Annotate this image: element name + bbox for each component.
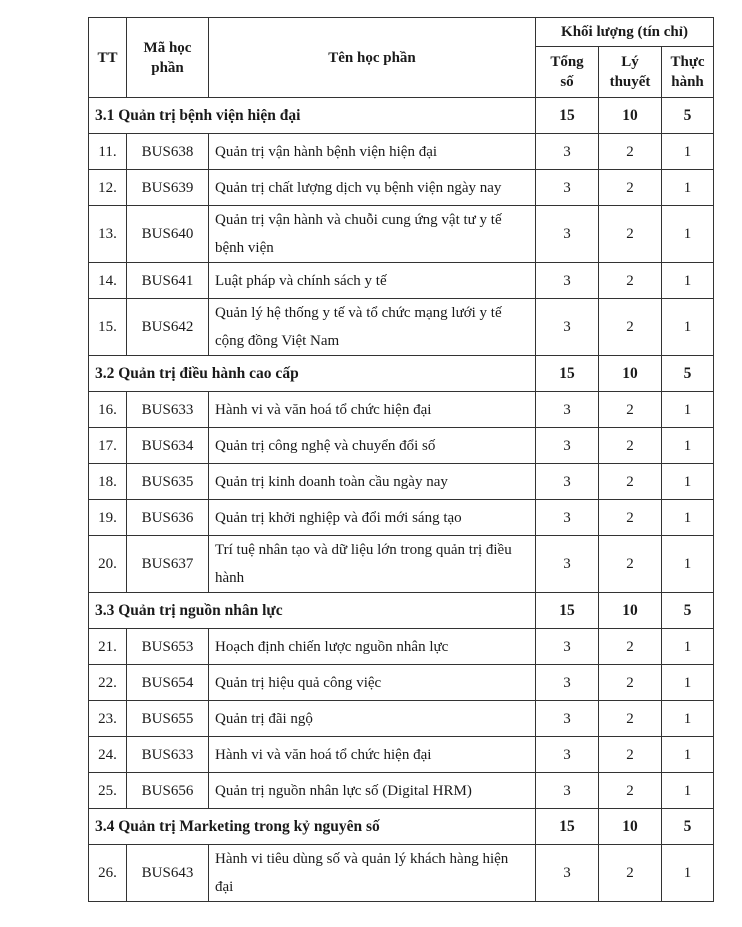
course-code: BUS639 — [127, 170, 209, 206]
credit-theory: 2 — [599, 665, 662, 701]
course-name: Quản trị vận hành và chuỗi cung ứng vật tư y tế bệnh viện — [209, 206, 536, 263]
section-theory: 10 — [599, 356, 662, 392]
credit-theory: 2 — [599, 737, 662, 773]
row-number: 12. — [89, 170, 127, 206]
row-number: 17. — [89, 428, 127, 464]
table-row — [89, 665, 714, 701]
credit-total: 3 — [536, 701, 599, 737]
course-code: BUS633 — [127, 392, 209, 428]
credit-theory: 2 — [599, 299, 662, 356]
course-name: Quản trị nguồn nhân lực số (Digital HRM) — [209, 773, 536, 809]
header-practice: Thực hành — [662, 47, 714, 98]
row-number: 16. — [89, 392, 127, 428]
section-row — [89, 98, 714, 134]
row-number: 22. — [89, 665, 127, 701]
credit-practice: 1 — [662, 500, 714, 536]
course-code: BUS653 — [127, 629, 209, 665]
course-name: Quản lý hệ thống y tế và tổ chức mạng lưới y tế cộng đồng Việt Nam — [209, 299, 536, 356]
credit-total: 3 — [536, 206, 599, 263]
credit-practice: 1 — [662, 737, 714, 773]
section-total: 15 — [536, 593, 599, 629]
credit-practice: 1 — [662, 464, 714, 500]
row-number: 11. — [89, 134, 127, 170]
section-theory: 10 — [599, 593, 662, 629]
table-row — [89, 701, 714, 737]
course-code: BUS633 — [127, 737, 209, 773]
credit-practice: 1 — [662, 170, 714, 206]
credit-total: 3 — [536, 170, 599, 206]
section-row — [89, 593, 714, 629]
header-name: Tên học phần — [209, 18, 536, 98]
course-code: BUS636 — [127, 500, 209, 536]
credit-total: 3 — [536, 392, 599, 428]
table-row — [89, 206, 714, 263]
credit-total: 3 — [536, 428, 599, 464]
course-code: BUS634 — [127, 428, 209, 464]
header-tt: TT — [89, 18, 127, 98]
credit-total: 3 — [536, 773, 599, 809]
course-name: Trí tuệ nhân tạo và dữ liệu lớn trong quản trị điều hành — [209, 536, 536, 593]
table-row — [89, 536, 714, 593]
table-row — [89, 134, 714, 170]
credit-theory: 2 — [599, 701, 662, 737]
course-name: Quản trị hiệu quả công việc — [209, 665, 536, 701]
credit-total: 3 — [536, 665, 599, 701]
row-number: 24. — [89, 737, 127, 773]
table-row — [89, 170, 714, 206]
table-row — [89, 629, 714, 665]
row-number: 20. — [89, 536, 127, 593]
credit-theory: 2 — [599, 773, 662, 809]
course-name: Quản trị đãi ngộ — [209, 701, 536, 737]
credit-theory: 2 — [599, 845, 662, 902]
section-title: 3.2 Quản trị điều hành cao cấp — [89, 356, 536, 392]
table-row — [89, 392, 714, 428]
credit-total: 3 — [536, 629, 599, 665]
credit-total: 3 — [536, 536, 599, 593]
credit-theory: 2 — [599, 134, 662, 170]
row-number: 14. — [89, 263, 127, 299]
row-number: 19. — [89, 500, 127, 536]
course-code: BUS635 — [127, 464, 209, 500]
course-code: BUS643 — [127, 845, 209, 902]
course-code: BUS642 — [127, 299, 209, 356]
section-row — [89, 356, 714, 392]
credit-practice: 1 — [662, 428, 714, 464]
row-number: 23. — [89, 701, 127, 737]
row-number: 15. — [89, 299, 127, 356]
credit-practice: 1 — [662, 701, 714, 737]
header-code: Mã học phần — [127, 18, 209, 98]
section-total: 15 — [536, 809, 599, 845]
course-name: Quản trị chất lượng dịch vụ bệnh viện ngày nay — [209, 170, 536, 206]
header-total: Tổng số — [536, 47, 599, 98]
section-title: 3.1 Quản trị bệnh viện hiện đại — [89, 98, 536, 134]
row-number: 18. — [89, 464, 127, 500]
row-number: 13. — [89, 206, 127, 263]
credit-total: 3 — [536, 134, 599, 170]
course-code: BUS655 — [127, 701, 209, 737]
credit-theory: 2 — [599, 392, 662, 428]
course-name: Hành vi và văn hoá tổ chức hiện đại — [209, 737, 536, 773]
credit-theory: 2 — [599, 428, 662, 464]
section-title: 3.3 Quản trị nguồn nhân lực — [89, 593, 536, 629]
credit-total: 3 — [536, 845, 599, 902]
table-row — [89, 464, 714, 500]
credit-total: 3 — [536, 500, 599, 536]
curriculum-table — [88, 17, 714, 902]
credit-total: 3 — [536, 464, 599, 500]
course-code: BUS637 — [127, 536, 209, 593]
credit-practice: 1 — [662, 773, 714, 809]
table-row — [89, 263, 714, 299]
section-theory: 10 — [599, 809, 662, 845]
section-theory: 10 — [599, 98, 662, 134]
course-code: BUS656 — [127, 773, 209, 809]
credit-practice: 1 — [662, 845, 714, 902]
credit-theory: 2 — [599, 464, 662, 500]
course-code: BUS638 — [127, 134, 209, 170]
course-code: BUS641 — [127, 263, 209, 299]
row-number: 21. — [89, 629, 127, 665]
table-row — [89, 428, 714, 464]
credit-practice: 1 — [662, 392, 714, 428]
row-number: 25. — [89, 773, 127, 809]
course-code: BUS654 — [127, 665, 209, 701]
credit-theory: 2 — [599, 263, 662, 299]
credit-total: 3 — [536, 299, 599, 356]
section-row — [89, 809, 714, 845]
header-theory: Lý thuyết — [599, 47, 662, 98]
course-name: Luật pháp và chính sách y tế — [209, 263, 536, 299]
course-name: Quản trị khởi nghiệp và đổi mới sáng tạo — [209, 500, 536, 536]
credit-practice: 1 — [662, 299, 714, 356]
credit-theory: 2 — [599, 500, 662, 536]
course-name: Hành vi và văn hoá tổ chức hiện đại — [209, 392, 536, 428]
course-name: Quản trị công nghệ và chuyển đổi số — [209, 428, 536, 464]
credit-total: 3 — [536, 263, 599, 299]
credit-theory: 2 — [599, 170, 662, 206]
credit-theory: 2 — [599, 536, 662, 593]
section-practice: 5 — [662, 356, 714, 392]
section-practice: 5 — [662, 809, 714, 845]
row-number: 26. — [89, 845, 127, 902]
table-body — [89, 98, 714, 902]
course-name: Quản trị kinh doanh toàn cầu ngày nay — [209, 464, 536, 500]
credit-practice: 1 — [662, 206, 714, 263]
table-row — [89, 845, 714, 902]
section-practice: 5 — [662, 98, 714, 134]
credit-theory: 2 — [599, 629, 662, 665]
header-credits: Khối lượng (tín chỉ) — [536, 18, 714, 47]
credit-practice: 1 — [662, 263, 714, 299]
table-row — [89, 299, 714, 356]
credit-theory: 2 — [599, 206, 662, 263]
section-practice: 5 — [662, 593, 714, 629]
table-row — [89, 737, 714, 773]
table-row — [89, 500, 714, 536]
credit-practice: 1 — [662, 536, 714, 593]
course-code: BUS640 — [127, 206, 209, 263]
course-name: Hành vi tiêu dùng số và quản lý khách hàng hiện đại — [209, 845, 536, 902]
section-total: 15 — [536, 356, 599, 392]
section-total: 15 — [536, 98, 599, 134]
table-row — [89, 773, 714, 809]
credit-practice: 1 — [662, 665, 714, 701]
credit-total: 3 — [536, 737, 599, 773]
credit-practice: 1 — [662, 629, 714, 665]
credit-practice: 1 — [662, 134, 714, 170]
section-title: 3.4 Quản trị Marketing trong kỷ nguyên số — [89, 809, 536, 845]
course-name: Quản trị vận hành bệnh viện hiện đại — [209, 134, 536, 170]
course-name: Hoạch định chiến lược nguồn nhân lực — [209, 629, 536, 665]
